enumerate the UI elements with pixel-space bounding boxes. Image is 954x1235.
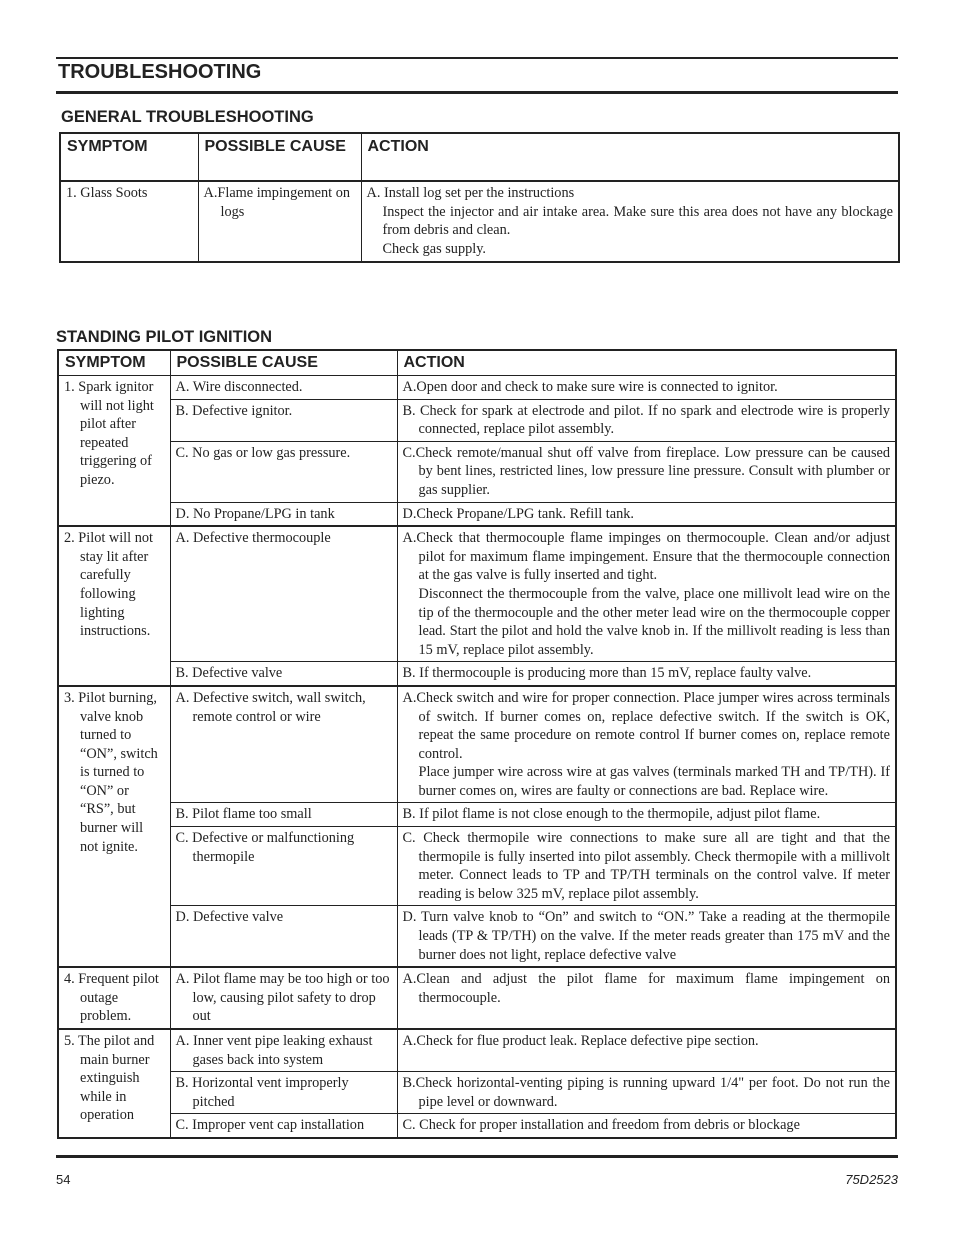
action-text: B.Check horizontal-venting piping is running upward 1/4" per foot. Do not run the pipe level or downward. [402, 1075, 890, 1110]
cause-cell [170, 827, 397, 906]
symptom-cell [58, 967, 170, 1029]
cause-text: A. Defective switch, wall switch, remote control or wire [175, 689, 366, 725]
page-title: TROUBLESHOOTING [58, 61, 262, 83]
table-row [58, 376, 896, 400]
table-row [58, 967, 896, 1029]
cause-cell [170, 662, 397, 686]
table-row [60, 181, 899, 262]
action-cell [397, 1072, 896, 1114]
symptom-text: 4. Frequent pilot outage problem. [64, 971, 159, 1025]
action-text: B. Check for spark at electrode and pilot. If no spark and electrode wire is properly connected, replace pilot assembly. [402, 402, 890, 438]
table-row [58, 906, 896, 967]
cause-cell [170, 686, 397, 803]
header-action: ACTION [361, 133, 899, 181]
general-troubleshooting-table [59, 132, 900, 263]
cause-text: B. Defective valve [175, 665, 283, 682]
cause-cell [170, 502, 397, 526]
table-row [58, 662, 896, 686]
general-troubleshooting-heading: GENERAL TROUBLESHOOTING [61, 108, 314, 126]
cause-text: B. Defective ignitor. [175, 402, 293, 419]
cause-text: C. No gas or low gas pressure. [175, 444, 351, 461]
action-text: A.Clean and adjust the pilot flame for maximum flame impingement on thermocouple. [402, 971, 890, 1006]
action-cell [397, 827, 896, 906]
cause-text: A. Inner vent pipe leaking exhaust gases back into system [175, 1033, 373, 1068]
action-cell [397, 1114, 896, 1138]
action-text: Place jumper wire across wire at gas valves (terminals marked TH and TP/TH). If burner comes on, wires are faulty or connections are bad. Replace wire. [418, 764, 890, 799]
cause-cell [170, 1029, 397, 1072]
cause-text: A. Pilot flame may be too high or too low, causing pilot safety to drop out [175, 971, 390, 1025]
action-text: A.Open door and check to make sure wire is connected to ignitor. [402, 379, 778, 395]
action-cell [397, 1029, 896, 1072]
action-text: Disconnect the thermocouple from the valve, place one millivolt lead wire on the tip of the thermocouple and the other meter lead wire on the thermocouple copper lead. Start the pilot and hold the valve knob in. If the millivolt reading is less than 15 mV, replace pilot assembly. [418, 585, 890, 658]
table-row [58, 686, 896, 803]
action-cell [397, 906, 896, 967]
symptom-text: 2. Pilot will not stay lit after carefully following lighting instructions. [64, 530, 153, 640]
cause-text: D. No Propane/LPG in tank [175, 505, 335, 522]
cause-cell [170, 526, 397, 662]
symptom-text: 1. Spark ignitor will not light pilot after repeated triggering of piezo. [64, 379, 154, 488]
cause-cell [170, 399, 397, 441]
symptom-cell [58, 686, 170, 967]
cause-text: D. Defective valve [175, 909, 284, 926]
cause-text: C. Defective or malfunctioning thermopile [175, 830, 355, 865]
header-action: ACTION [397, 350, 896, 376]
table-header-row [60, 133, 899, 181]
action-text: C. Check for proper installation and freedom from debris or blockage [402, 1117, 800, 1134]
header-possible-cause: POSSIBLE CAUSE [170, 350, 397, 376]
symptom-text: 3. Pilot burning, valve knob turned to “ON”, switch is turned to “ON” or “RS”, but burner will not ignite. [64, 689, 158, 855]
cause-cell [170, 376, 397, 400]
standing-pilot-ignition-heading: STANDING PILOT IGNITION [56, 328, 273, 346]
cause-text: A. Wire disconnected. [175, 379, 303, 395]
table-row [58, 1029, 896, 1072]
page-number: 54 [56, 1172, 71, 1187]
header-possible-cause: POSSIBLE CAUSE [198, 133, 361, 181]
bottom-rule [56, 1155, 898, 1158]
header-symptom: SYMPTOM [60, 133, 198, 181]
action-cell [397, 502, 896, 526]
action-text: D.Check Propane/LPG tank. Refill tank. [402, 505, 634, 522]
symptom-text: 1. Glass Soots [66, 185, 148, 201]
cause-cell [170, 441, 397, 502]
symptom-cell [58, 376, 170, 527]
action-text: B. If thermocouple is producing more than 15 mV, replace faulty valve. [402, 665, 812, 682]
troubleshooting-rows [58, 376, 896, 1138]
table-row [58, 1114, 896, 1138]
document-code: 75D2523 [845, 1172, 898, 1187]
cause-cell [170, 803, 397, 827]
table-header-row [58, 350, 896, 376]
cause-cell [170, 1114, 397, 1138]
table-row [58, 441, 896, 502]
action-cell [397, 526, 896, 662]
action-cell [361, 181, 899, 262]
header-symptom: SYMPTOM [58, 350, 170, 376]
action-text: C. Check thermopile wire connections to make sure all are tight and that the thermopile is fully inserted into pilot assembly. Check thermopile with a millivolt meter. Connect leads to TP and TP/TH terminals on the control valve. If meter reading is below 325 mV, replace pilot assembly. [402, 830, 890, 902]
table-row [58, 1072, 896, 1114]
table-row [58, 526, 896, 662]
action-cell [397, 441, 896, 502]
action-cell [397, 967, 896, 1029]
action-cell [397, 686, 896, 803]
cause-cell [198, 181, 361, 262]
table-row [58, 399, 896, 441]
symptom-text: 5. The pilot and main burner extinguish while in operation [64, 1033, 155, 1124]
table-row [58, 827, 896, 906]
action-cell [397, 376, 896, 400]
cause-cell [170, 1072, 397, 1114]
title-rule [56, 91, 898, 94]
action-text: A. Install log set per the instructions [366, 185, 575, 201]
action-text: C.Check remote/manual shut off valve from fireplace. Low pressure can be caused by bent lines, restricted lines, low pressure line pressure. Consult with plumber or gas supplier. [402, 444, 890, 498]
action-text: A.Check that thermocouple flame impinges on thermocouple. Clean and/or adjust pilot for maximum flame impingement. Ensure that the thermocouple connection at the gas valve is fully inserted and tight. [402, 530, 890, 584]
cause-text: A.Flame impingement on logs [203, 185, 351, 220]
standing-pilot-ignition-table [57, 349, 897, 1139]
action-cell [397, 803, 896, 827]
cause-cell [170, 967, 397, 1029]
cause-text: B. Pilot flame too small [175, 806, 312, 823]
symptom-cell [60, 181, 198, 262]
action-text: A.Check switch and wire for proper connection. Place jumper wires across terminals of switch. If burner comes on, replace defective switch. If the switch is OK, repeat the same procedure on remote control If burner comes on, replace remote control. [402, 689, 890, 762]
symptom-cell [58, 1029, 170, 1138]
action-text: A.Check for flue product leak. Replace defective pipe section. [402, 1033, 759, 1049]
top-rule [56, 57, 898, 59]
action-text: Inspect the injector and air intake area. Make sure this area does not have any blockage from debris and clean. [382, 203, 893, 239]
action-cell [397, 399, 896, 441]
action-cell [397, 662, 896, 686]
cause-text: B. Horizontal vent improperly pitched [175, 1075, 349, 1110]
cause-cell [170, 906, 397, 967]
table-row [58, 502, 896, 526]
table-row [58, 803, 896, 827]
action-text: D. Turn valve knob to “On” and switch to “ON.” Take a reading at the thermopile leads (TP & TP/TH) on the valve. If the meter reads greater than 175 mV and the burner does not light, replace defective valve [402, 909, 890, 963]
cause-text: C. Improper vent cap installation [175, 1117, 365, 1134]
action-text: B. If pilot flame is not close enough to the thermopile, adjust pilot flame. [402, 806, 821, 823]
cause-text: A. Defective thermocouple [175, 530, 331, 547]
action-text: Check gas supply. [382, 240, 487, 257]
symptom-cell [58, 526, 170, 686]
